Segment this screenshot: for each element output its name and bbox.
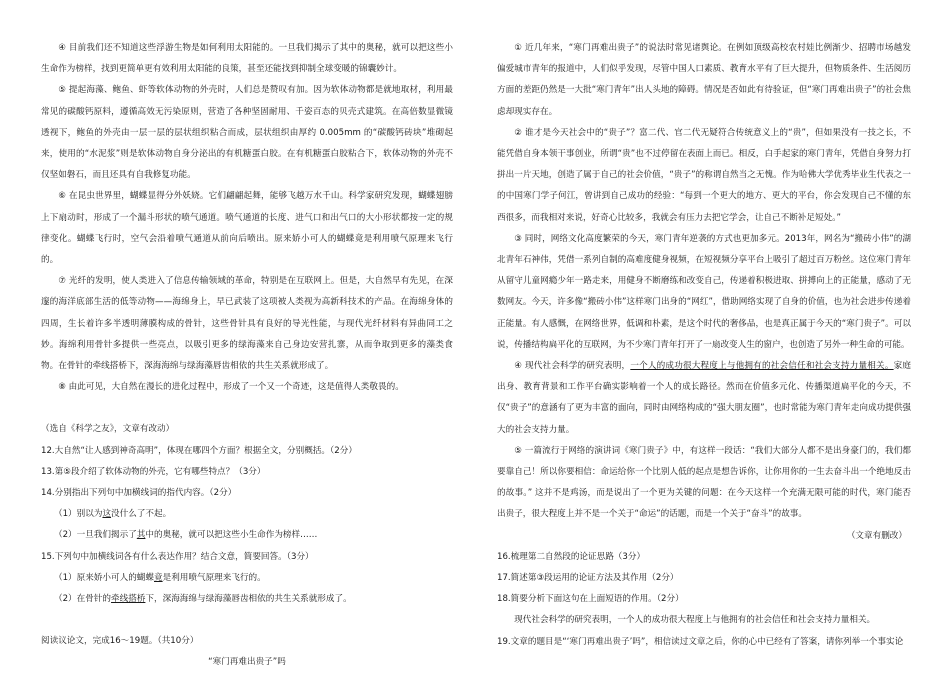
right-column (497, 38, 911, 653)
q14-1-suffix: 没什么了不起。 (111, 509, 172, 520)
question-19: 19.文章的题目是“‘寒门再难出贵子’吗”，相信读过文章之后，你的心中已经有了答案，请你列举一个事实论 (497, 636, 904, 647)
paragraph-8: ⑧ 由此可见，大自然在漫长的进化过程中，形成了一个又一个奇迹，这是值得人类敬畏的。 (58, 382, 404, 393)
q15-2-prefix: （2）在骨针的 (54, 594, 112, 605)
q14-2-prefix: （2）一旦我们揭示了 (54, 530, 137, 541)
q14-1-underlined-word: 这 (102, 509, 112, 520)
q14-1-prefix: （1）别以为 (54, 509, 103, 520)
question-15-item-2 (41, 589, 453, 610)
q15-2-underlined-word: 牵线搭桥 (111, 594, 146, 605)
question-15: 15.下列句中加横线词各有什么表达作用？结合文意，简要回答。（3分） (41, 551, 314, 562)
question-14-item-2 (41, 525, 453, 546)
essay-title: “寒门再难出贵子”吗 (208, 657, 286, 668)
q14-2-underlined-word: 其 (136, 530, 146, 541)
source-note: （选自《科学之友》，文章有改动） (41, 424, 175, 435)
q14-2-suffix: 中的奥秘，就可以把这些小生命作为榜样…… (145, 530, 318, 541)
paragraph-5: ⑤ 提起海藻、鲍鱼、虾等软体动物的外壳时，人们总是赞叹有加。因为软体动物都是就地取材，利用最常见的碳酸钙原料，遵循高效无污染原则，营造了各种坚固耐用、千姿百态的贝壳式建筑。在高倍数显微镜透视下，鲍鱼的外壳由一层一层的层状组织粘合而成，层状组织由厚约 0.005mm 的“碳酸钙砖块”堆砌起来，使用的“水泥浆”则是软体动物自身分泌出的有机糖蛋白胶。在有机糖蛋白胶粘合下，软体动物的外壳不仅坚如磐石，而且还具有自我修复功能。 (41, 85, 453, 181)
paragraph-4: ④ 目前我们还不知道这些浮游生物是如何利用太阳能的。一旦我们揭示了其中的奥秘，就可以把这些小生命作为榜样，找到更简单更有效利用太阳能的良策，甚至还能找到抑制全球变暖的锦囊妙计。 (41, 43, 453, 75)
q15-1-underlined-word: 竟 (154, 572, 163, 583)
essay-paragraph-5: ⑤ 一篇流行于网络的演讲词《寒门贵子》中，有这样一段话：“我们大部分人都不是出身豪门的，我们都要靠自己！所以你要相信：命运给你一个比别人低的起点是想告诉你，让你用你的一生去奋斗出一个绝地反击的故事。” 这并不是鸡汤，而是说出了一个更为关键的问题：在今天这样一个充满无限可能的时代，寒门能否出贵子，很大程度上并不是一个关于“命运”的话题，而是一个关于“奋斗”的故事。 (497, 445, 911, 520)
paragraph-7: ⑦ 光纤的发明，使人类进入了信息传输领域的革命，特别是在互联网上。但是，大自然早有先见，在深邃的海洋底部生活的低等动物——海绵身上，早已武装了这项被人类视为高新科技术的产品。在海绵身体的四周，生长着许多半透明薄膜构成的骨针，这些骨针具有良好的导光性能，与现代光纤材料有异曲同工之妙。海绵利用骨针多提供一些亮点，以吸引更多的绿海藻来自己身边安营扎寨，从而争取到更多的藻类食物。在骨针的牵线搭桥下，深海海绵与绿海藻唇齿相依的共生关系就形成了。 (41, 276, 453, 372)
question-18: 18.简要分析下面这句在上面短语的作用。（2分） (497, 594, 684, 605)
q15-2-suffix: 下，深海海绵与绿海藻唇齿相依的共生关系就形成了。 (145, 594, 352, 605)
essay-paragraph-3: ③ 同时，网络文化高度繁荣的今天，寒门青年逆袭的方式也更加多元。2013年，网名为“搬砖小伟”的湖北青年石神伟，凭借一系列自制的高难度健身视频，在短视频分享平台上吸引了超过百万粉丝。这位寒门青年从留守儿童网瘾少年一路走来，用健身不断磨练和改变自己，传递着积极进取、拼搏向上的正能量，感动了无数网友。今天，许多像“搬砖小伟”这样寒门出身的“网红”，借助网络实现了自身的价值，也为社会进步传递着正能量。有人感慨，在网络世界，低调和朴素，是这个时代的奢侈品，也是真正属于今天的“寒门贵子”。可以说，传播结构扁平化的互联网，为不少寒门青年打开了一扇改变人生的窗户，也创造了另外一种生命的可能。 (497, 233, 911, 350)
paragraph-6: ⑥ 在昆虫世界里，蝴蝶显得分外妖娆。它们翩翩起舞，能够飞越万水千山。科学家研究发现，蝴蝶翅膀上下扇动时，形成了一个漏斗形状的喷气通道。喷气通道的长度、进气口和出气口的大小形状都按一定的规律变化。蝴蝶飞行时，空气会沿着喷气通道从前向后喷出。原来娇小可人的蝴蝶竟是利用喷气原理来飞行的。 (41, 191, 453, 266)
question-17: 17.简述第③段运用的论证方法及其作用（2分） (497, 573, 679, 584)
essay-paragraph-4 (497, 356, 911, 441)
question-18-sentence: 现代社会科学的研究表明，一个人的成功很大程度上与他拥有的社会信任和社会支持力量相关。 (514, 615, 876, 626)
edit-note: （文章有删改） (846, 530, 907, 541)
p4-prefix: ④ 现代社会科学的研究表明， (514, 361, 631, 372)
p4-suffix: 家庭出身、教育背景和工作平台确实影响着一个人的成长路径。然而在价值多元化、传播渠道扁平化的今天，不仅“贵子”的意涵有了更为丰富的面向，同时由网络构成的“强大朋友圈”，也时常能为寒门青年走向成功提供强大的社会支持力量。 (497, 361, 911, 435)
p4-underlined-sentence: 一个人的成功很大程度上与他拥有的社会信任和社会支持力量相关。 (630, 361, 894, 372)
q15-1-suffix: 是利用喷气原理来飞行的。 (162, 572, 266, 583)
question-15-item-1 (41, 568, 453, 589)
question-14-item-1 (41, 504, 453, 525)
essay-paragraph-2: ② 谁才是今天社会中的“贵子”？富二代、官二代无疑符合传统意义上的“贵”，但如果没有一技之长，不能凭借自身本领干事创业，所谓“贵”也不过停留在表面上而已。相反，白手起家的寒门青年，凭借自身努力打拼出一片天地，创造了属于自己的社会价值，“贵子”的称谓自然当之无愧。作为哈佛大学优秀毕业生代表之一的中国寒门学子何江，曾讲到自己成功的经验：“每到一个更大的地方、更大的平台，你会发现自己不懂的东西很多，而我相对来说，好奇心比较多，我就会有压力去把它学会，让自己不断补足短处。” (497, 127, 911, 223)
question-12: 12.大自然“让人感到神奇高明”，体现在哪四个方面？根据全文，分别概括。（2分） (41, 445, 357, 456)
left-column (41, 38, 453, 674)
question-13: 13.第⑤段介绍了软体动物的外壳，它有哪些特点？（3分） (41, 466, 266, 477)
question-14: 14.分别指出下列句中加横线词的指代内容。（2分） (41, 488, 237, 499)
essay-paragraph-1: ① 近几年来，“寒门再难出贵子”的说法时常见诸舆论。在例如顶级高校农村娃比例渐少、招聘市场越发偏爱城市青年的报道中，人们似乎发现，尽管中国人口素质、教育水平有了巨大提升，但物质条件、生活阅历方面的差距仍然是一大批“寒门青年”出人头地的障碍。情况是否如此有待验证，但“寒门再难出贵子”的社会焦虑却现实存在。 (497, 43, 911, 117)
q15-1-prefix: （1）原来娇小可人的蝴蝶 (54, 572, 154, 583)
question-16: 16.梳理第二自然段的论证思路（3分） (497, 551, 646, 562)
section-instruction: 阅读议论文，完成16～19题。（共10分） (41, 636, 199, 647)
